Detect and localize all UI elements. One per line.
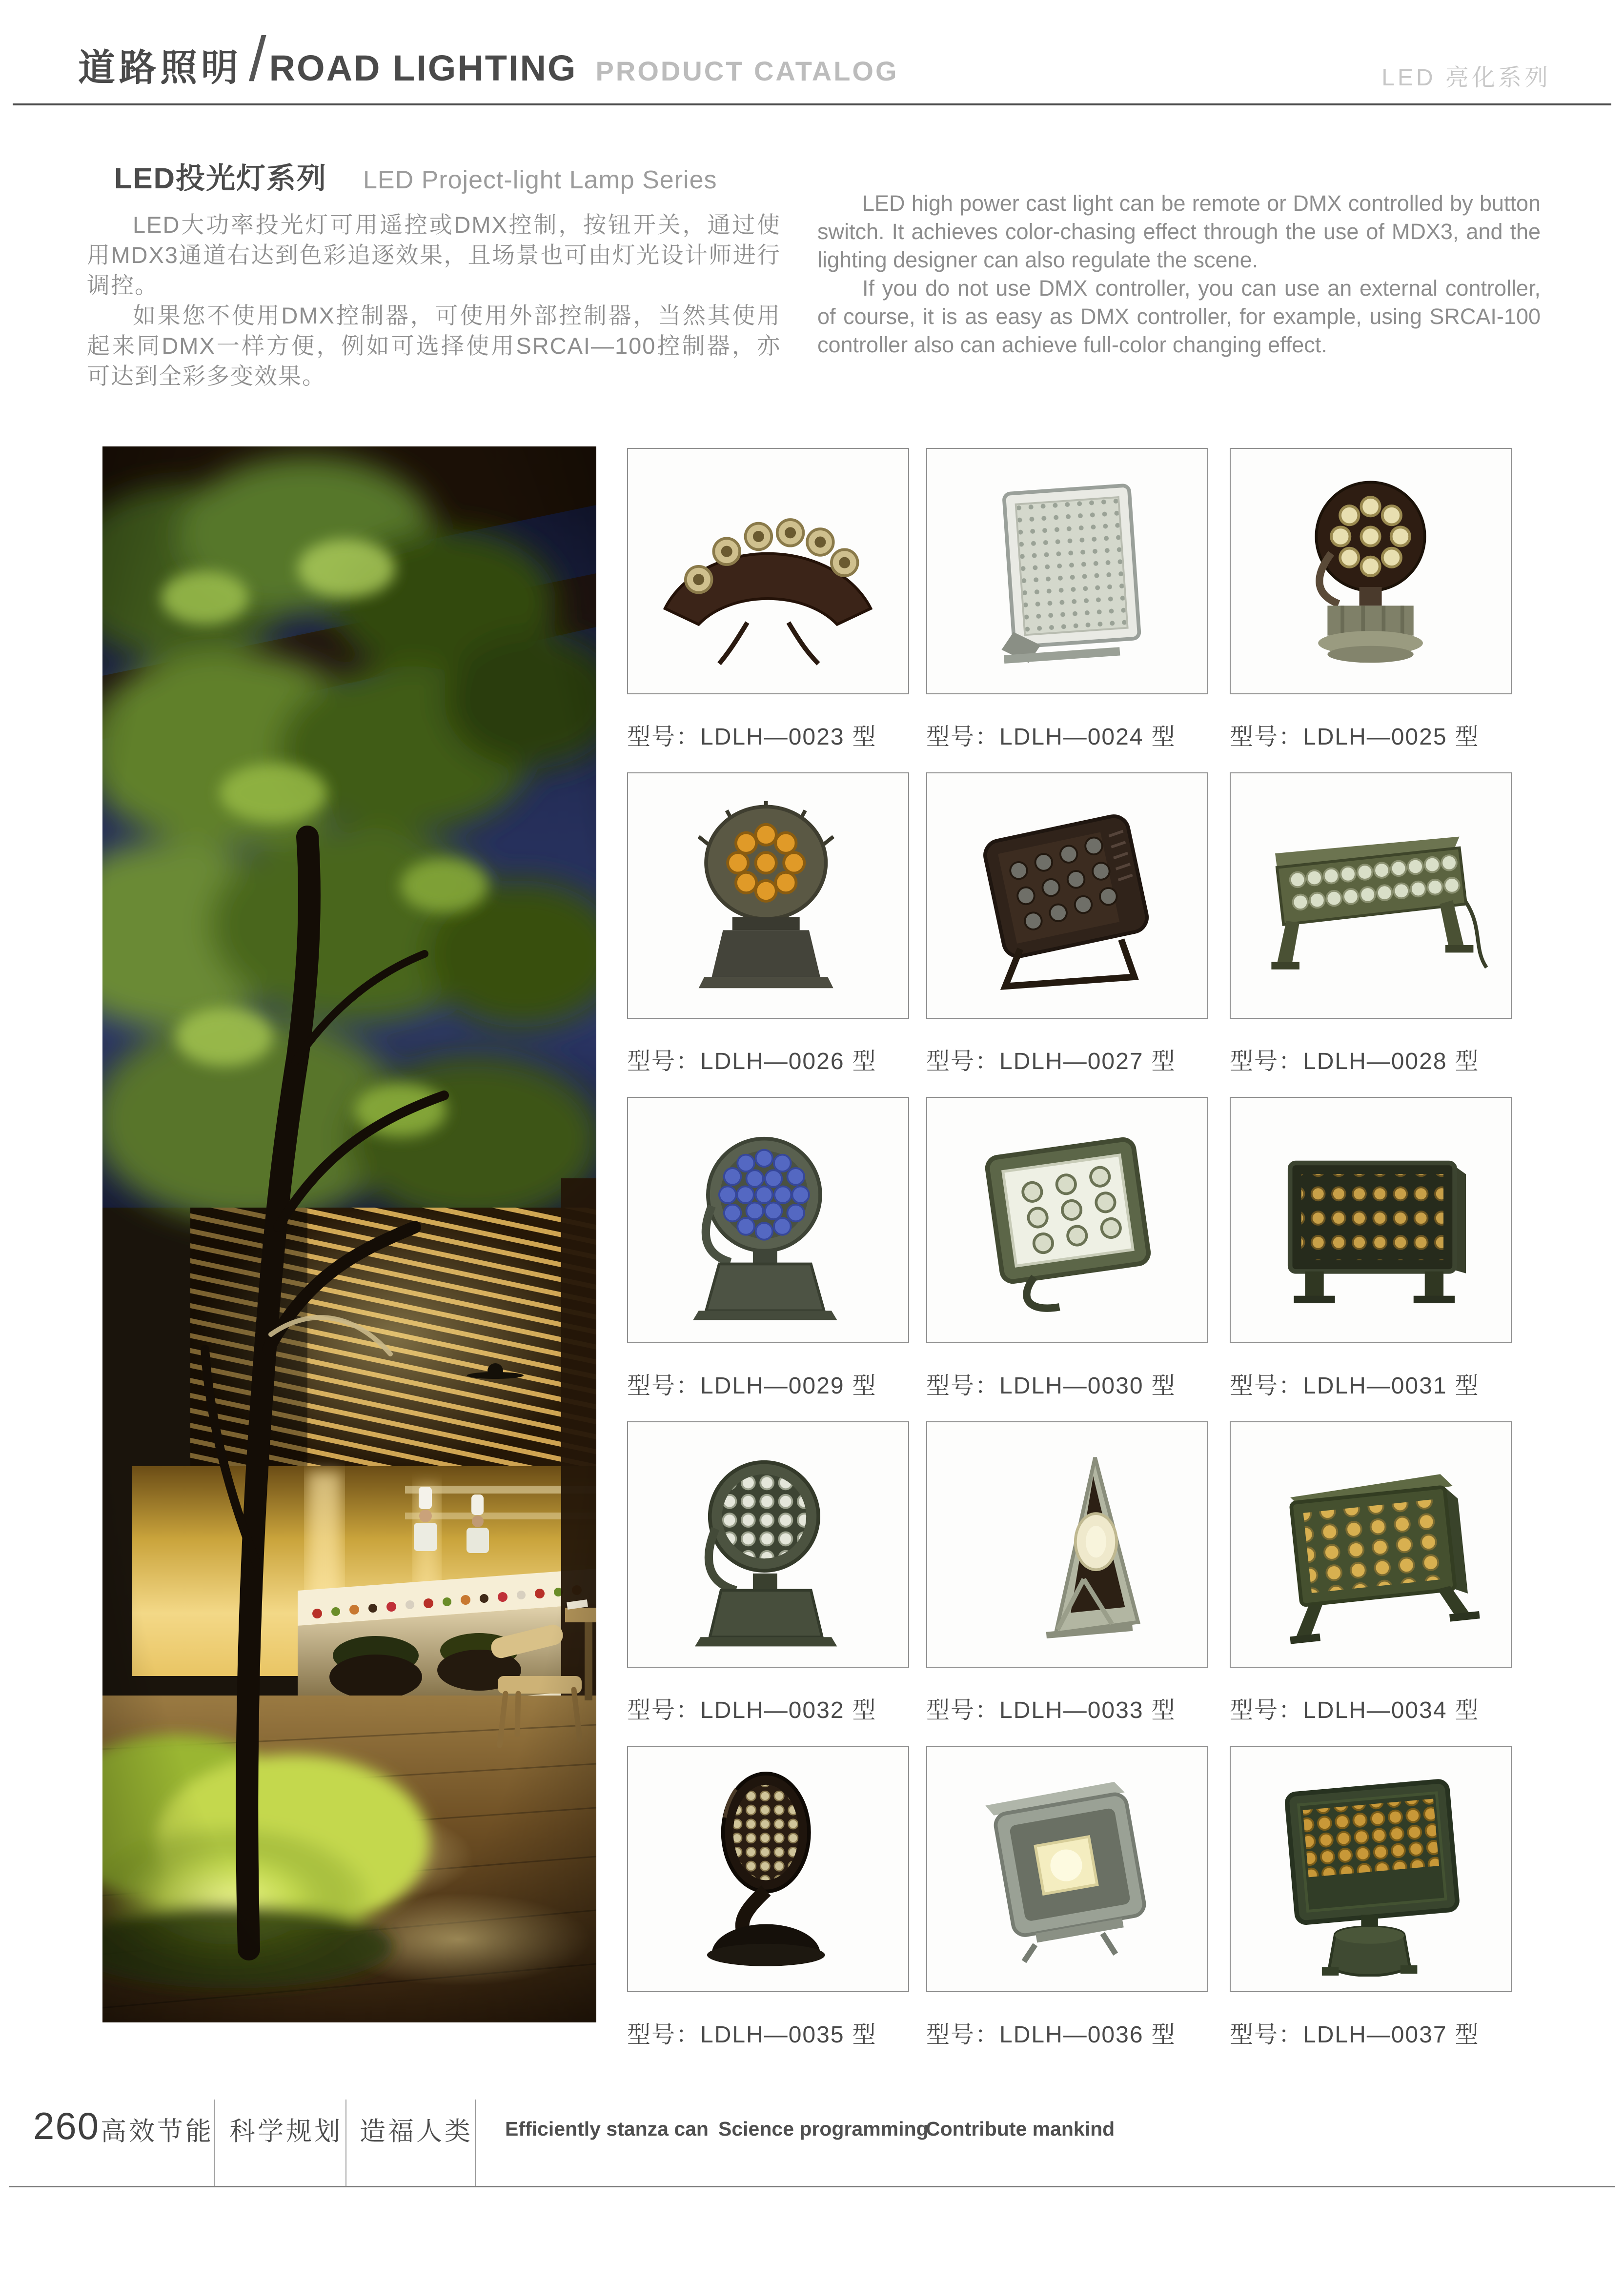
square-flood-white-panel-icon xyxy=(944,1112,1190,1328)
product-cell xyxy=(926,1097,1208,1400)
round-spotlight-pedestal-icon xyxy=(1247,464,1494,679)
product-cell xyxy=(627,448,909,751)
round-spotlight-amber-icon xyxy=(645,788,891,1003)
product-image-box xyxy=(926,1097,1208,1343)
footer-divider xyxy=(214,2100,215,2186)
footer-rule xyxy=(9,2186,1615,2187)
intro-en-paragraph: LED high power cast light can be remote or DMX controlled by button switch. It achieves color-chasing effect through the use of MDX3, and the lighting designer can also regulate the scene. xyxy=(817,191,1541,272)
product-cell xyxy=(627,772,909,1076)
bar-wall-washer-icon xyxy=(1247,788,1494,1003)
product-cell xyxy=(926,1421,1208,1725)
page-number: 260 xyxy=(33,2104,100,2147)
product-cell xyxy=(1230,1746,1512,2049)
header-title-zh: 道路照明 xyxy=(78,47,242,89)
product-image-box xyxy=(627,448,909,694)
product-cell xyxy=(1230,1097,1512,1400)
round-spotlight-blue-icon xyxy=(645,1112,891,1328)
product-cell xyxy=(926,772,1208,1076)
edge-view-cob-flood-icon xyxy=(944,1437,1190,1652)
footer-divider xyxy=(345,2100,346,2186)
product-model-label: 型号：LDLH—0025 型 xyxy=(1230,724,1480,750)
product-cell xyxy=(1230,448,1512,751)
product-cell xyxy=(627,1746,909,2049)
panel-pot-base-icon xyxy=(1247,1761,1494,1977)
panel-flood-light-icon xyxy=(944,464,1190,679)
series-label: LED 亮化系列 xyxy=(1381,65,1551,91)
section-title-zh: LED投光灯系列 xyxy=(114,162,327,195)
grid-panel-bracket-icon xyxy=(1247,1437,1494,1652)
header-title-en: ROAD LIGHTING xyxy=(269,48,577,88)
product-image-box xyxy=(627,772,909,1019)
intro-zh-paragraph: LED大功率投光灯可用遥控或DMX控制，按钮开关，通过使用MDX3通道右达到色彩追逐效果，且场景也可由灯光设计师进行调控。 xyxy=(87,212,781,298)
round-spotlight-white-icon xyxy=(645,1437,891,1652)
product-cell xyxy=(926,448,1208,751)
product-model-label: 型号：LDLH—0023 型 xyxy=(627,724,877,750)
product-image-box xyxy=(926,772,1208,1019)
intro-zh-paragraph: 如果您不使用DMX控制器，可使用外部控制器，当然其使用起来同DMX一样方便，例如可选择使用SRCAI—100控制器，亦可达到全彩多变效果。 xyxy=(87,303,781,389)
product-image-box xyxy=(627,1746,909,1992)
header: 道路照明 / ROAD LIGHTING PRODUCT CATALOG xyxy=(78,24,899,94)
product-model-label: 型号：LDLH—0030 型 xyxy=(926,1373,1176,1399)
product-cell xyxy=(1230,1421,1512,1725)
section-title xyxy=(87,155,781,197)
product-image-box xyxy=(926,1746,1208,1992)
product-model-label: 型号：LDLH—0031 型 xyxy=(1230,1373,1480,1399)
product-model-label: 型号：LDLH—0024 型 xyxy=(926,724,1176,750)
header-rule xyxy=(13,103,1611,105)
product-image-box xyxy=(1230,1746,1512,1992)
product-image-box xyxy=(1230,448,1512,694)
footer-slogan-zh: 科学规划 xyxy=(229,2117,343,2146)
product-cell xyxy=(926,1746,1208,2049)
product-model-label: 型号：LDLH—0035 型 xyxy=(627,2022,877,2048)
oval-lamp-dome-base-icon xyxy=(645,1761,891,1977)
section-title-en: LED Project-light Lamp Series xyxy=(363,166,717,194)
product-model-label: 型号：LDLH—0036 型 xyxy=(926,2022,1176,2048)
product-image-box xyxy=(1230,772,1512,1019)
night-garden-photo-illustration xyxy=(102,446,596,2022)
footer-slogan-en: Efficiently stanza can xyxy=(505,2118,709,2140)
footer-divider xyxy=(475,2100,476,2186)
product-image-box xyxy=(1230,1421,1512,1668)
product-cell xyxy=(627,1421,909,1725)
product-model-label: 型号：LDLH—0028 型 xyxy=(1230,1049,1480,1074)
product-image-box xyxy=(1230,1097,1512,1343)
footer-slogan-en: Science programming xyxy=(718,2118,929,2140)
product-cell xyxy=(1230,772,1512,1076)
product-model-label: 型号：LDLH—0032 型 xyxy=(627,1697,877,1723)
tilted-flood-grid-icon xyxy=(944,788,1190,1003)
intro-en-paragraph: If you do not use DMX controller, you can use an external controller, of course, it is as easy as DMX controller, for example, using SRCAI-100 controller also can achieve full-color changing effect. xyxy=(817,276,1541,357)
header-subtitle: PRODUCT CATALOG xyxy=(595,56,899,86)
product-model-label: 型号：LDLH—0037 型 xyxy=(1230,2022,1480,2048)
intro-zh-column xyxy=(87,155,781,391)
product-image-box xyxy=(627,1097,909,1343)
product-model-label: 型号：LDLH—0027 型 xyxy=(926,1049,1176,1074)
product-image-box xyxy=(627,1421,909,1668)
footer-slogan-en: Contribute mankind xyxy=(926,2118,1115,2140)
product-model-label: 型号：LDLH—0029 型 xyxy=(627,1373,877,1399)
grid-panel-flood-icon xyxy=(1247,1112,1494,1328)
intro-en-column xyxy=(817,189,1541,359)
night-garden-photo xyxy=(102,446,596,2022)
product-model-label: 型号：LDLH—0026 型 xyxy=(627,1049,877,1074)
product-image-box xyxy=(926,1421,1208,1668)
product-image-box xyxy=(926,448,1208,694)
footer-slogan-zh: 高效节能 xyxy=(101,2117,214,2146)
footer-slogan-zh: 造福人类 xyxy=(360,2117,473,2146)
arc-flood-light-icon xyxy=(645,464,891,679)
product-model-label: 型号：LDLH—0033 型 xyxy=(926,1697,1176,1723)
product-model-label: 型号：LDLH—0034 型 xyxy=(1230,1697,1480,1723)
cob-flood-light-icon xyxy=(944,1761,1190,1977)
product-cell xyxy=(627,1097,909,1400)
